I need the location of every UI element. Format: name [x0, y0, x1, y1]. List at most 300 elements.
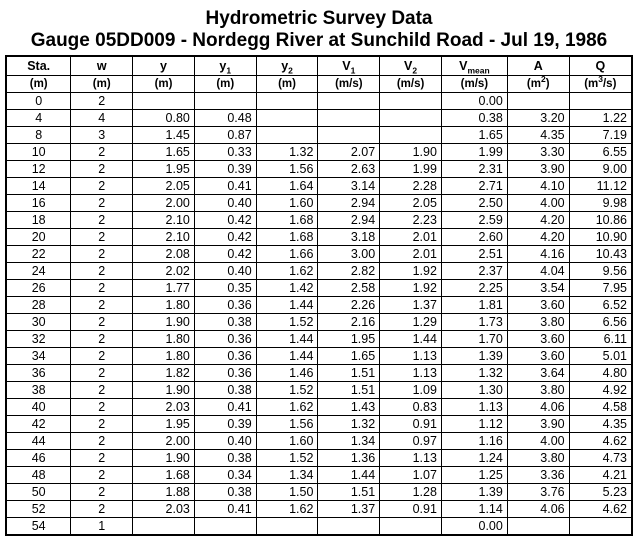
cell-w: 3 [71, 127, 133, 144]
cell-sta: 8 [6, 127, 71, 144]
cell-sta: 34 [6, 348, 71, 365]
cell-sta: 26 [6, 280, 71, 297]
cell-sta: 0 [6, 93, 71, 110]
cell-y: 2.05 [133, 178, 195, 195]
cell-sta: 48 [6, 467, 71, 484]
cell-y1: 0.40 [194, 433, 256, 450]
cell-y1: 0.41 [194, 399, 256, 416]
cell-y2: 1.60 [256, 195, 318, 212]
cell-a [507, 93, 569, 110]
cell-sta: 52 [6, 501, 71, 518]
table-row [6, 416, 632, 433]
cell-vmean: 2.31 [441, 161, 507, 178]
table-row [6, 450, 632, 467]
table-row [6, 195, 632, 212]
cell-y1 [194, 518, 256, 536]
cell-v2: 1.28 [380, 484, 442, 501]
cell-y1: 0.42 [194, 212, 256, 229]
cell-v2: 0.97 [380, 433, 442, 450]
cell-sta: 10 [6, 144, 71, 161]
cell-w: 2 [71, 484, 133, 501]
table-row [6, 280, 632, 297]
cell-v1: 2.82 [318, 263, 380, 280]
table-body [6, 93, 632, 536]
cell-y: 1.95 [133, 416, 195, 433]
cell-vmean: 1.12 [441, 416, 507, 433]
cell-a: 4.04 [507, 263, 569, 280]
table-row [6, 382, 632, 399]
cell-v2: 2.23 [380, 212, 442, 229]
cell-vmean: 2.37 [441, 263, 507, 280]
table-row [6, 93, 632, 110]
header-y: y [133, 56, 195, 76]
cell-a: 3.90 [507, 416, 569, 433]
cell-vmean: 1.16 [441, 433, 507, 450]
header-v1: $V_1$ [318, 56, 380, 76]
unit-y2: (m) [256, 76, 318, 93]
cell-q: 10.90 [569, 229, 632, 246]
cell-v1 [318, 127, 380, 144]
cell-v2: 2.05 [380, 195, 442, 212]
cell-v2: 2.01 [380, 246, 442, 263]
unit-sta: (m) [6, 76, 71, 93]
header-a: A [507, 56, 569, 76]
cell-y1: 0.40 [194, 263, 256, 280]
cell-v1: 2.26 [318, 297, 380, 314]
cell-v1: 1.51 [318, 484, 380, 501]
cell-v2: 2.28 [380, 178, 442, 195]
cell-y: 1.90 [133, 382, 195, 399]
cell-y: 1.95 [133, 161, 195, 178]
cell-v1: 1.34 [318, 433, 380, 450]
cell-q: 6.52 [569, 297, 632, 314]
cell-w: 2 [71, 178, 133, 195]
table-row [6, 212, 632, 229]
cell-y: 1.88 [133, 484, 195, 501]
cell-q [569, 93, 632, 110]
cell-y2: 1.56 [256, 416, 318, 433]
cell-sta: 32 [6, 331, 71, 348]
cell-y: 2.00 [133, 195, 195, 212]
table-row [6, 348, 632, 365]
cell-vmean: 1.14 [441, 501, 507, 518]
cell-v1: 2.07 [318, 144, 380, 161]
cell-vmean: 2.50 [441, 195, 507, 212]
cell-y2: 1.60 [256, 433, 318, 450]
cell-q: 4.62 [569, 501, 632, 518]
cell-y1: 0.36 [194, 297, 256, 314]
cell-v1: 1.36 [318, 450, 380, 467]
cell-sta: 24 [6, 263, 71, 280]
cell-a: 4.20 [507, 212, 569, 229]
cell-v1: 1.44 [318, 467, 380, 484]
cell-q: 7.19 [569, 127, 632, 144]
cell-q: 4.21 [569, 467, 632, 484]
cell-v2: 0.83 [380, 399, 442, 416]
cell-y2: 1.50 [256, 484, 318, 501]
cell-w: 2 [71, 314, 133, 331]
cell-sta: 22 [6, 246, 71, 263]
cell-sta: 54 [6, 518, 71, 536]
cell-a: 3.80 [507, 382, 569, 399]
cell-sta: 30 [6, 314, 71, 331]
cell-y2: 1.62 [256, 399, 318, 416]
table-row [6, 178, 632, 195]
cell-y2 [256, 518, 318, 536]
cell-y: 0.80 [133, 110, 195, 127]
cell-sta: 36 [6, 365, 71, 382]
cell-y2: 1.52 [256, 450, 318, 467]
cell-q: 6.56 [569, 314, 632, 331]
table-row [6, 127, 632, 144]
cell-q: 4.62 [569, 433, 632, 450]
cell-a: 3.30 [507, 144, 569, 161]
cell-y2 [256, 110, 318, 127]
cell-y1: 0.42 [194, 229, 256, 246]
cell-a: 4.00 [507, 433, 569, 450]
cell-a: 4.35 [507, 127, 569, 144]
cell-y: 1.80 [133, 331, 195, 348]
cell-vmean: 2.71 [441, 178, 507, 195]
survey-table [5, 55, 633, 536]
cell-v1: 1.32 [318, 416, 380, 433]
cell-q: 6.11 [569, 331, 632, 348]
cell-vmean: 1.81 [441, 297, 507, 314]
cell-y: 2.08 [133, 246, 195, 263]
cell-y: 1.90 [133, 450, 195, 467]
cell-w: 2 [71, 161, 133, 178]
cell-w: 2 [71, 246, 133, 263]
cell-y2: 1.44 [256, 297, 318, 314]
cell-y2: 1.32 [256, 144, 318, 161]
cell-v2 [380, 110, 442, 127]
cell-sta: 16 [6, 195, 71, 212]
cell-y1: 0.36 [194, 365, 256, 382]
cell-y: 2.03 [133, 399, 195, 416]
table-row [6, 484, 632, 501]
cell-v1: 2.94 [318, 195, 380, 212]
cell-y [133, 93, 195, 110]
cell-v2: 1.44 [380, 331, 442, 348]
cell-v1: 3.14 [318, 178, 380, 195]
cell-vmean: 1.99 [441, 144, 507, 161]
table-row [6, 518, 632, 536]
cell-a: 3.64 [507, 365, 569, 382]
cell-q: 4.58 [569, 399, 632, 416]
cell-q: 1.22 [569, 110, 632, 127]
cell-y1: 0.36 [194, 331, 256, 348]
cell-y2: 1.68 [256, 212, 318, 229]
cell-w: 2 [71, 416, 133, 433]
cell-v2 [380, 518, 442, 536]
cell-y1: 0.38 [194, 382, 256, 399]
cell-sta: 38 [6, 382, 71, 399]
cell-w: 2 [71, 365, 133, 382]
cell-y: 2.10 [133, 229, 195, 246]
cell-w: 2 [71, 229, 133, 246]
cell-y: 1.82 [133, 365, 195, 382]
table-row [6, 501, 632, 518]
cell-w: 2 [71, 501, 133, 518]
cell-v2: 1.99 [380, 161, 442, 178]
cell-sta: 14 [6, 178, 71, 195]
cell-w: 2 [71, 399, 133, 416]
cell-w: 2 [71, 348, 133, 365]
cell-v2: 0.91 [380, 501, 442, 518]
cell-sta: 18 [6, 212, 71, 229]
cell-vmean: 1.24 [441, 450, 507, 467]
unit-vmean: (m/s) [441, 76, 507, 93]
cell-y1: 0.35 [194, 280, 256, 297]
cell-y: 1.90 [133, 314, 195, 331]
cell-y2: 1.64 [256, 178, 318, 195]
cell-v1: 3.18 [318, 229, 380, 246]
cell-y: 1.68 [133, 467, 195, 484]
cell-v1: 2.16 [318, 314, 380, 331]
header-row [6, 56, 632, 76]
cell-w: 2 [71, 433, 133, 450]
cell-a: 3.54 [507, 280, 569, 297]
cell-q: 10.43 [569, 246, 632, 263]
survey-sheet [5, 8, 633, 536]
cell-y1 [194, 93, 256, 110]
cell-y2 [256, 93, 318, 110]
cell-vmean: 1.13 [441, 399, 507, 416]
cell-sta: 50 [6, 484, 71, 501]
cell-sta: 44 [6, 433, 71, 450]
cell-v2: 1.13 [380, 365, 442, 382]
cell-v2 [380, 127, 442, 144]
table-row [6, 297, 632, 314]
cell-vmean: 1.32 [441, 365, 507, 382]
cell-v1: 2.94 [318, 212, 380, 229]
cell-w: 2 [71, 93, 133, 110]
cell-a: 3.20 [507, 110, 569, 127]
cell-v1: 1.51 [318, 382, 380, 399]
cell-q: 4.73 [569, 450, 632, 467]
header-sta: Sta. [6, 56, 71, 76]
cell-v1: 2.58 [318, 280, 380, 297]
cell-vmean: 2.60 [441, 229, 507, 246]
unit-y: (m) [133, 76, 195, 93]
table-row [6, 144, 632, 161]
cell-y2: 1.62 [256, 501, 318, 518]
cell-v1 [318, 518, 380, 536]
cell-w: 2 [71, 212, 133, 229]
table-row [6, 433, 632, 450]
cell-y2: 1.42 [256, 280, 318, 297]
unit-v2: (m/s) [380, 76, 442, 93]
cell-v2: 1.07 [380, 467, 442, 484]
cell-sta: 46 [6, 450, 71, 467]
table-row [6, 229, 632, 246]
table-row [6, 110, 632, 127]
cell-v1: 3.00 [318, 246, 380, 263]
cell-w: 2 [71, 450, 133, 467]
cell-v2: 2.01 [380, 229, 442, 246]
cell-v2: 1.90 [380, 144, 442, 161]
cell-q: 9.98 [569, 195, 632, 212]
cell-vmean: 0.00 [441, 518, 507, 536]
cell-v2: 1.92 [380, 280, 442, 297]
cell-sta: 42 [6, 416, 71, 433]
cell-a: 3.60 [507, 348, 569, 365]
cell-w: 4 [71, 110, 133, 127]
cell-vmean: 1.30 [441, 382, 507, 399]
cell-y1: 0.87 [194, 127, 256, 144]
cell-w: 2 [71, 331, 133, 348]
cell-a: 4.16 [507, 246, 569, 263]
table-row [6, 331, 632, 348]
cell-v1: 1.37 [318, 501, 380, 518]
cell-y1: 0.41 [194, 178, 256, 195]
cell-w: 2 [71, 297, 133, 314]
cell-y: 2.00 [133, 433, 195, 450]
cell-y: 1.77 [133, 280, 195, 297]
cell-a: 3.76 [507, 484, 569, 501]
cell-w: 2 [71, 467, 133, 484]
header-v2: $V_2$ [380, 56, 442, 76]
unit-w: (m) [71, 76, 133, 93]
unit-y1: (m) [194, 76, 256, 93]
cell-vmean: 1.70 [441, 331, 507, 348]
units-row [6, 76, 632, 93]
cell-w: 2 [71, 195, 133, 212]
header-y1: $y_1$ [194, 56, 256, 76]
table-row [6, 161, 632, 178]
cell-y1: 0.42 [194, 246, 256, 263]
cell-v2: 1.09 [380, 382, 442, 399]
table-row [6, 365, 632, 382]
cell-sta: 40 [6, 399, 71, 416]
cell-y2: 1.66 [256, 246, 318, 263]
cell-q: 5.23 [569, 484, 632, 501]
cell-y2: 1.56 [256, 161, 318, 178]
cell-a: 3.90 [507, 161, 569, 178]
cell-v2: 1.37 [380, 297, 442, 314]
cell-y1: 0.48 [194, 110, 256, 127]
cell-y2: 1.44 [256, 331, 318, 348]
cell-y: 1.80 [133, 348, 195, 365]
cell-w: 2 [71, 263, 133, 280]
cell-v1: 1.95 [318, 331, 380, 348]
table-row [6, 263, 632, 280]
cell-v2: 1.13 [380, 450, 442, 467]
cell-a: 3.60 [507, 331, 569, 348]
table-row [6, 399, 632, 416]
cell-a: 4.20 [507, 229, 569, 246]
cell-vmean: 2.25 [441, 280, 507, 297]
cell-vmean: 0.38 [441, 110, 507, 127]
cell-v1 [318, 110, 380, 127]
cell-a: 4.10 [507, 178, 569, 195]
cell-y: 1.65 [133, 144, 195, 161]
cell-y1: 0.38 [194, 314, 256, 331]
cell-a: 4.06 [507, 501, 569, 518]
cell-q: 4.92 [569, 382, 632, 399]
cell-v1: 2.63 [318, 161, 380, 178]
cell-y1: 0.33 [194, 144, 256, 161]
document-subtitle: Gauge 05DD009 - Nordegg River at Sunchild Road - Jul 19, 1986 [30, 30, 608, 51]
cell-sta: 4 [6, 110, 71, 127]
cell-y2: 1.62 [256, 263, 318, 280]
cell-a: 3.80 [507, 314, 569, 331]
cell-q: 6.55 [569, 144, 632, 161]
cell-sta: 12 [6, 161, 71, 178]
cell-v2: 1.13 [380, 348, 442, 365]
cell-y2: 1.46 [256, 365, 318, 382]
header-q: Q [569, 56, 632, 76]
cell-v1 [318, 93, 380, 110]
cell-a: 4.00 [507, 195, 569, 212]
cell-vmean: 1.25 [441, 467, 507, 484]
cell-y [133, 518, 195, 536]
cell-y2 [256, 127, 318, 144]
cell-y2: 1.68 [256, 229, 318, 246]
cell-vmean: 1.73 [441, 314, 507, 331]
cell-vmean: 1.39 [441, 348, 507, 365]
cell-y: 2.10 [133, 212, 195, 229]
unit-a: $(m^2)$ [507, 76, 569, 93]
cell-y1: 0.38 [194, 450, 256, 467]
cell-vmean: 0.00 [441, 93, 507, 110]
cell-y1: 0.34 [194, 467, 256, 484]
table-row [6, 314, 632, 331]
cell-y2: 1.52 [256, 314, 318, 331]
cell-v2: 1.92 [380, 263, 442, 280]
cell-y1: 0.40 [194, 195, 256, 212]
cell-a: 3.80 [507, 450, 569, 467]
unit-v1: (m/s) [318, 76, 380, 93]
cell-a: 4.06 [507, 399, 569, 416]
cell-q: 9.00 [569, 161, 632, 178]
cell-y: 1.45 [133, 127, 195, 144]
cell-q [569, 518, 632, 536]
cell-q: 10.86 [569, 212, 632, 229]
cell-y1: 0.41 [194, 501, 256, 518]
unit-q: $(m^3/s)$ [569, 76, 632, 93]
cell-vmean: 2.59 [441, 212, 507, 229]
cell-y2: 1.52 [256, 382, 318, 399]
cell-y2: 1.44 [256, 348, 318, 365]
cell-y1: 0.36 [194, 348, 256, 365]
cell-y: 1.80 [133, 297, 195, 314]
cell-v1: 1.43 [318, 399, 380, 416]
cell-q: 9.56 [569, 263, 632, 280]
cell-q: 7.95 [569, 280, 632, 297]
cell-v1: 1.65 [318, 348, 380, 365]
cell-a: 3.36 [507, 467, 569, 484]
cell-v2: 1.29 [380, 314, 442, 331]
cell-v2 [380, 93, 442, 110]
table-row [6, 467, 632, 484]
cell-vmean: 1.39 [441, 484, 507, 501]
document-title: Hydrometric Survey Data [205, 8, 433, 29]
cell-sta: 20 [6, 229, 71, 246]
cell-v2: 0.91 [380, 416, 442, 433]
header-vmean: $V_{mean}$ [441, 56, 507, 76]
cell-vmean: 1.65 [441, 127, 507, 144]
cell-q: 4.80 [569, 365, 632, 382]
cell-v1: 1.51 [318, 365, 380, 382]
table-row [6, 246, 632, 263]
cell-y1: 0.39 [194, 161, 256, 178]
cell-w: 2 [71, 280, 133, 297]
cell-w: 1 [71, 518, 133, 536]
cell-y1: 0.39 [194, 416, 256, 433]
cell-y: 2.02 [133, 263, 195, 280]
cell-y: 2.03 [133, 501, 195, 518]
